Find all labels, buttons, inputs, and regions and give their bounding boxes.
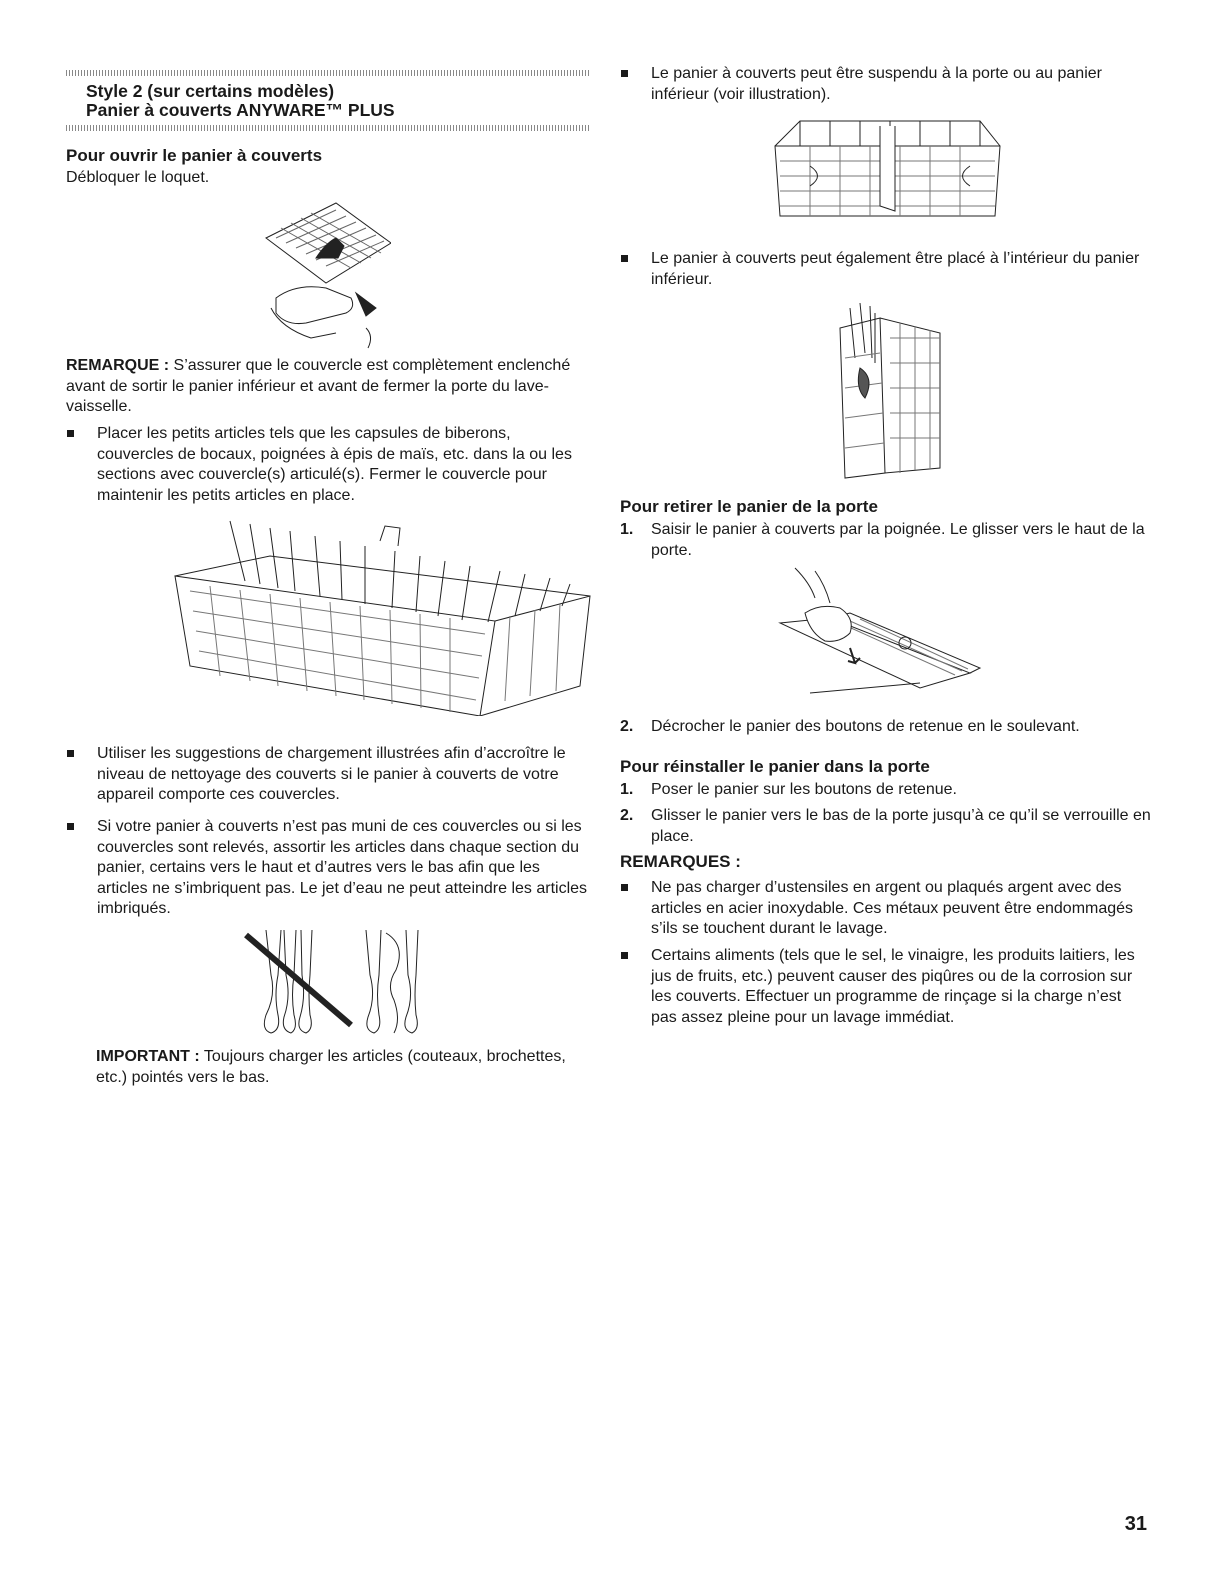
important-label: IMPORTANT : xyxy=(96,1048,200,1065)
remove-heading: Pour retirer le panier de la porte xyxy=(620,497,878,516)
reinstall-heading: Pour réinstaller le panier dans la porte xyxy=(620,757,930,776)
reinstall-step-2-number: 2. xyxy=(620,807,634,824)
remarque-label: REMARQUE : xyxy=(66,357,170,374)
remarque-text: S’assurer que le couvercle est complètement enclenché avant de sortir le panier inférieur et avant de fermer la porte du lave-vaisselle. xyxy=(66,357,571,415)
reinstall-step-2 xyxy=(620,806,1151,847)
bullet-inside-rack: Le panier à couverts peut également être placé à l’intérieur du panier inférieur. xyxy=(620,249,1151,290)
remove-step-1 xyxy=(620,520,1151,561)
basket-in-rack-illustration xyxy=(820,298,945,483)
remove-step-1-number: 1. xyxy=(620,521,634,538)
bullet-small-items: Placer les petits articles tels que les capsules de biberons, couvercles de bocaux, poignées à épis de maïs, etc. dans la ou les sections avec couvercle(s) articulé(s). Fermer le couvercle pour maintenir les petits articles en place. xyxy=(66,424,591,506)
reinstall-step-1-text: Poser le panier sur les boutons de retenue. xyxy=(651,781,957,798)
latch-illustration xyxy=(256,198,391,350)
important-text: Toujours charger les articles (couteaux, brochettes, etc.) pointés vers le bas. xyxy=(96,1048,566,1086)
style-subtitle: Panier à couverts ANYWARE™ PLUS xyxy=(86,100,395,120)
remove-step-2-text: Décrocher le panier des boutons de retenue en le soulevant. xyxy=(651,718,1080,735)
bullet-no-covers: Si votre panier à couverts n’est pas muni de ces couvercles ou si les couvercles sont relevés, assortir les articles dans chaque section du panier, certains vers le haut et d’autres vers le bas afin que les articles ne s’imbriquent pas. Le jet d’eau ne peut atteindre les articles imbriqués. xyxy=(66,817,591,920)
note-silver: Ne pas charger d’ustensiles en argent ou plaqués argent avec des articles en acier inoxydable. Ces métaux peuvent être endommagés s’ils se touchent durant le lavage. xyxy=(620,878,1141,940)
reinstall-step-1 xyxy=(620,780,1151,801)
note-foods: Certains aliments (tels que le sel, le vinaigre, les produits laitiers, les jus de fruits, etc.) peuvent causer des piqûres ou de la corrosion sur les couverts. Effectuer un programme de rinçage si la charge n’est pas assez pleine pour un lavage immédiat. xyxy=(620,946,1141,1028)
bottom-divider xyxy=(66,125,591,131)
silverware-basket-illustration xyxy=(170,516,600,716)
remove-step-1-text: Saisir le panier à couverts par la poignée. Le glisser vers le haut de la porte. xyxy=(651,521,1145,559)
style-title: Style 2 (sur certains modèles) xyxy=(86,81,335,101)
reinstall-step-1-number: 1. xyxy=(620,781,634,798)
bullet-loading-suggestions: Utiliser les suggestions de chargement illustrées afin d’accroître le niveau de nettoyage des couverts si le panier à couverts de votre appareil comporte ces couvercles. xyxy=(66,744,591,806)
remove-basket-illustration xyxy=(770,563,985,698)
reinstall-step-2-text: Glisser le panier vers le bas de la porte jusqu’à ce qu’il se verrouille en place. xyxy=(651,807,1151,845)
remove-step-2 xyxy=(620,717,1161,738)
bullet-hang-door: Le panier à couverts peut être suspendu à la porte ou au panier inférieur (voir illustration). xyxy=(620,64,1151,105)
important-paragraph xyxy=(96,1047,586,1088)
lower-rack-illustration xyxy=(770,116,1005,228)
open-heading: Pour ouvrir le panier à couverts xyxy=(66,146,323,165)
remarque-paragraph xyxy=(66,356,591,418)
remove-step-2-number: 2. xyxy=(620,718,634,735)
remarques-heading: REMARQUES : xyxy=(620,852,741,871)
open-text: Débloquer le loquet. xyxy=(66,169,210,186)
page-number: 31 xyxy=(1124,1513,1147,1535)
nesting-spoons-illustration xyxy=(236,925,436,1037)
top-divider xyxy=(66,70,591,76)
